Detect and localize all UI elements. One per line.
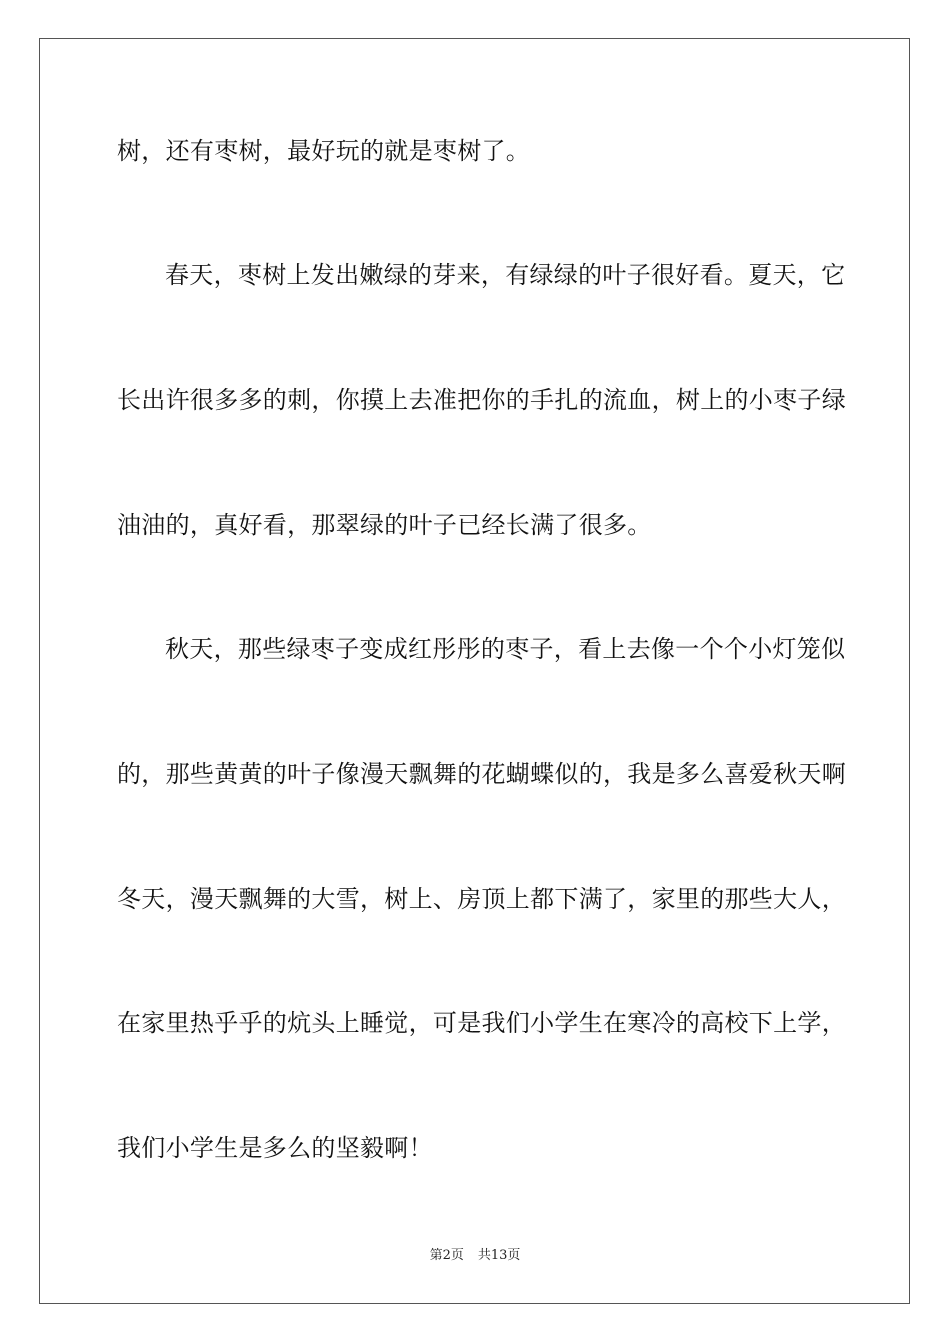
text-line-3: 长出许很多多的刺，你摸上去准把你的手扎的流血，树上的小枣子绿 xyxy=(117,386,846,414)
text-line-1: 树，还有枣树，最好玩的就是枣树了。 xyxy=(117,137,531,165)
text-line-9: 我们小学生是多么的坚毅啊！ xyxy=(117,1134,433,1162)
text-line-5: 秋天，那些绿枣子变成红彤彤的枣子，看上去像一个个小灯笼似 xyxy=(165,635,846,663)
text-line-2: 春天，枣树上发出嫩绿的芽来，有绿绿的叶子很好看。夏天，它 xyxy=(165,261,846,289)
page-total: 共13页 xyxy=(477,1248,521,1263)
page-number: 第2页 xyxy=(429,1248,464,1263)
text-line-4: 油油的，真好看，那翠绿的叶子已经长满了很多。 xyxy=(117,511,652,539)
text-line-7: 冬天，漫天飘舞的大雪，树上、房顶上都下满了，家里的那些大人， xyxy=(117,885,846,913)
text-line-8: 在家里热乎乎的炕头上睡觉，可是我们小学生在寒冷的高校下上学， xyxy=(117,1009,846,1037)
page-border xyxy=(39,38,910,1304)
page-footer xyxy=(0,1247,950,1265)
text-line-6: 的，那些黄黄的叶子像漫天飘舞的花蝴蝶似的，我是多么喜爱秋天啊 xyxy=(117,760,846,788)
